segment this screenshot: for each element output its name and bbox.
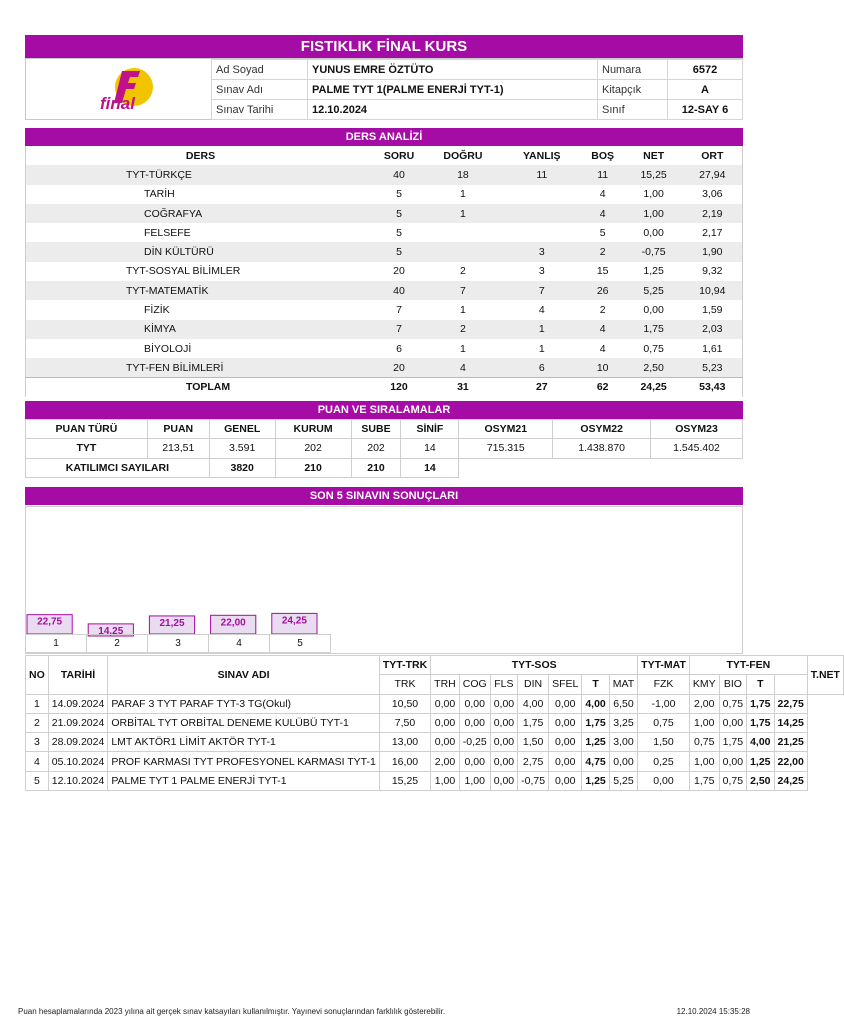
ders-row	[26, 262, 743, 281]
son5-value: 1,75	[518, 713, 549, 732]
kurum-value: 202	[275, 439, 351, 458]
son5-value: 0,00	[549, 771, 582, 790]
son5-tarih: 28.09.2024	[48, 733, 108, 752]
sinav-adi-value: PALME TYT 1(PALME ENERJİ TYT-1)	[308, 80, 598, 100]
col-sinif: SİNİF	[401, 420, 459, 439]
son5-value: 1,50	[638, 733, 690, 752]
son5-value: 4,00	[582, 694, 609, 713]
ders-cell-bos: 11	[581, 165, 625, 184]
subcol-kmy-9: KMY	[689, 675, 719, 694]
son5-sinav-adi: PALME TYT 1 PALME ENERJİ TYT-1	[108, 771, 380, 790]
son5-value: 0,00	[549, 694, 582, 713]
ders-cell-name: COĞRAFYA	[26, 204, 376, 223]
subcol-trk-0: TRK	[379, 675, 430, 694]
son5-value: 0,00	[490, 713, 517, 732]
ders-cell-yanlis: 1	[538, 342, 545, 355]
son5-value: 1,75	[719, 733, 746, 752]
ders-row	[26, 242, 743, 261]
ders-cell-name: TYT-SOSYAL BİLİMLER	[126, 265, 241, 278]
son5-value: -0,75	[518, 771, 549, 790]
ders-cell-net: 5,25	[625, 281, 683, 300]
son5-value: 1,75	[747, 694, 774, 713]
ders-row	[26, 281, 743, 300]
ders-row	[26, 358, 743, 377]
ders-cell-yanlis: 11	[503, 165, 581, 184]
son5-value: 1,00	[459, 771, 490, 790]
son5-sinav-adi: PARAF 3 TYT PARAF TYT-3 TG(Okul)	[108, 694, 380, 713]
col-net: NET	[643, 149, 665, 162]
puan-table	[25, 419, 743, 478]
chart-category-label: 1	[26, 635, 87, 653]
son5-tnet: 22,00	[774, 752, 807, 771]
son5-sinav-adi: LMT AKTÖR1 LİMİT AKTÖR TYT-1	[108, 733, 380, 752]
ders-cell-yanlis	[503, 185, 581, 204]
bar-value-label: 14,25	[98, 625, 124, 637]
subcol-fzk-8: FZK	[638, 675, 690, 694]
subcol-fls-3: FLS	[490, 675, 517, 694]
ders-cell-bos: 4	[581, 204, 625, 223]
chart-category-label: 3	[148, 635, 209, 653]
ders-cell-dogru	[423, 242, 503, 261]
col-genel: GENEL	[209, 420, 275, 439]
son5-value: 0,25	[638, 752, 690, 771]
ders-cell-bos: 4	[581, 320, 625, 339]
son5-value: 2,75	[518, 752, 549, 771]
ders-cell-ort: 27,94	[683, 165, 743, 184]
subcol-mat-7: MAT	[609, 675, 637, 694]
sinav-adi-label: Sınav Adı	[212, 80, 308, 100]
ders-analizi-header: DERS ANALİZİ	[25, 128, 743, 146]
son5-value: 0,00	[549, 752, 582, 771]
son5-value: 0,00	[431, 733, 460, 752]
son5-value: 16,00	[379, 752, 430, 771]
son5-no: 3	[26, 733, 49, 752]
son5-tarih: 14.09.2024	[48, 694, 108, 713]
ders-cell-dogru: 18	[423, 165, 503, 184]
son5-value: 6,50	[609, 694, 637, 713]
ders-cell-ort: 2,03	[683, 320, 743, 339]
bar	[272, 613, 317, 634]
ders-cell-name: TYT-FEN BİLİMLERİ	[26, 358, 376, 377]
ders-total-yanlis: 27	[503, 378, 581, 397]
son5-header: SON 5 SINAVIN SONUÇLARI	[25, 487, 743, 505]
footer-note: Puan hesaplamalarında 2023 yılına ait gerçek sınav katsayıları kullanılmıştır. Yayınevi sonuçlarından farklılık gösterebilir.	[18, 1007, 446, 1016]
ders-row	[26, 320, 743, 339]
son5-value: 0,00	[459, 713, 490, 732]
ders-cell-bos: 4	[599, 188, 606, 201]
ders-cell-dogru: 1	[459, 188, 466, 201]
ders-cell-net: 1,25	[643, 265, 664, 278]
kitapcik-label: Kitapçık	[598, 80, 668, 100]
ders-row	[26, 223, 743, 242]
son5-value: 0,75	[719, 771, 746, 790]
bar-value-label: 21,25	[159, 617, 185, 629]
ders-cell-yanlis: 7	[503, 281, 581, 300]
chart-category-label: 5	[270, 635, 331, 653]
ders-cell-yanlis: 1	[503, 320, 581, 339]
ders-cell-ort: 3,06	[702, 188, 723, 201]
son5-value: 13,00	[379, 733, 430, 752]
ders-cell-name: FELSEFE	[144, 226, 191, 239]
son5-no: 5	[26, 771, 49, 790]
son5-value: 0,00	[459, 752, 490, 771]
ders-cell-dogru	[423, 223, 503, 242]
chart-category-label: 2	[87, 635, 148, 653]
genel-value: 3.591	[209, 439, 275, 458]
son5-value: 2,50	[747, 771, 774, 790]
son5-value: 0,00	[490, 694, 517, 713]
ders-cell-dogru: 2	[459, 265, 466, 278]
ders-cell-bos: 5	[599, 226, 606, 239]
ders-cell-ort: 1,90	[683, 242, 743, 261]
son5-bar-chart	[25, 600, 345, 637]
subcol-cog-2: COG	[459, 675, 490, 694]
col-bos: BOŞ	[591, 149, 615, 162]
ders-cell-net: 1,00	[625, 204, 683, 223]
ders-cell-ort: 10,94	[683, 281, 743, 300]
col-dogru: DOĞRU	[443, 149, 483, 162]
bar-value-label: 24,25	[281, 615, 307, 627]
osym23-value: 1.545.402	[651, 439, 743, 458]
son5-no: 4	[26, 752, 49, 771]
ad-soyad-value: YUNUS EMRE ÖZTÜTO	[308, 60, 598, 80]
ders-cell-ort: 9,32	[702, 265, 723, 278]
puan-header: PUAN VE SIRALAMALAR	[25, 401, 743, 419]
col-group-trk: TYT-TRK	[379, 656, 430, 675]
son5-value: 7,50	[379, 713, 430, 732]
son5-value: 1,75	[747, 713, 774, 732]
ders-cell-soru: 20	[375, 358, 423, 377]
son5-value: 0,00	[490, 771, 517, 790]
ders-cell-bos: 4	[599, 342, 606, 355]
subcol-sfel-5: SFEL	[549, 675, 582, 694]
son5-tnet: 22,75	[774, 694, 807, 713]
son5-value: 1,25	[747, 752, 774, 771]
ders-cell-bos: 10	[581, 358, 625, 377]
ders-cell-ort: 2,19	[683, 204, 743, 223]
ders-total-net: 24,25	[625, 378, 683, 397]
ders-cell-net: 0,75	[643, 342, 664, 355]
son5-value: -0,25	[459, 733, 490, 752]
chart-category-axis	[25, 634, 331, 653]
son5-value: 0,00	[490, 733, 517, 752]
katilimci-sube: 210	[351, 458, 401, 477]
ders-cell-name: FİZİK	[144, 304, 170, 317]
subcol-din-4: DIN	[518, 675, 549, 694]
col-puan: PUAN	[147, 420, 209, 439]
col-soru: SORU	[383, 149, 415, 162]
ders-cell-dogru: 1	[423, 204, 503, 223]
ders-cell-net: 0,00	[643, 226, 664, 239]
ders-cell-name: BİYOLOJİ	[144, 342, 192, 355]
son5-value: 0,00	[431, 694, 460, 713]
son5-row	[26, 713, 844, 732]
son5-value: 2,00	[689, 694, 719, 713]
ders-cell-ort: 1,59	[702, 304, 723, 317]
katilimci-label: KATILIMCI SAYILARI	[26, 458, 210, 477]
ders-analizi-table	[25, 146, 743, 397]
son5-value: 1,00	[689, 713, 719, 732]
puan-value: 213,51	[147, 439, 209, 458]
ders-total-dogru: 31	[423, 378, 503, 397]
son5-value: 0,00	[490, 752, 517, 771]
col-group-fen: TYT-FEN	[689, 656, 807, 675]
sinav-tarihi-value: 12.10.2024	[308, 100, 598, 120]
son5-value: 1,00	[689, 752, 719, 771]
ders-cell-soru: 5	[396, 188, 402, 201]
son5-value: 0,00	[549, 713, 582, 732]
son5-no: 1	[26, 694, 49, 713]
ders-cell-yanlis	[503, 204, 581, 223]
katilimci-genel: 3820	[209, 458, 275, 477]
son5-row	[26, 733, 844, 752]
ders-total-row	[26, 378, 743, 397]
son5-value: 3,00	[609, 733, 637, 752]
sinif-value: 12-SAY 6	[668, 100, 743, 120]
col-puan-turu: PUAN TÜRÜ	[26, 420, 148, 439]
ders-cell-net: 1,75	[625, 320, 683, 339]
col-sube: SUBE	[351, 420, 401, 439]
son5-tarih: 21.09.2024	[48, 713, 108, 732]
ders-cell-ort: 1,61	[702, 342, 723, 355]
ders-cell-soru: 5	[375, 242, 423, 261]
ders-cell-bos: 15	[596, 265, 609, 278]
ders-cell-net: 15,25	[625, 165, 683, 184]
son5-value: 0,00	[549, 733, 582, 752]
son5-value: 0,75	[689, 733, 719, 752]
son5-value: 0,00	[719, 713, 746, 732]
son5-value: 4,75	[582, 752, 609, 771]
son5-row	[26, 771, 844, 790]
ders-cell-yanlis: 6	[503, 358, 581, 377]
bar	[27, 615, 72, 634]
son5-value: 1,25	[582, 771, 609, 790]
son5-value: 0,00	[459, 694, 490, 713]
ders-cell-ort: 5,23	[683, 358, 743, 377]
col-kurum: KURUM	[275, 420, 351, 439]
col-yanlis: YANLIŞ	[523, 149, 561, 162]
son5-value: 0,00	[719, 752, 746, 771]
col-ort: ORT	[701, 149, 724, 162]
osym21-value: 715.315	[459, 439, 553, 458]
col-tarih: TARİHİ	[48, 656, 108, 695]
subcol-trh-1: TRH	[431, 675, 460, 694]
ders-cell-ort: 2,17	[702, 226, 723, 239]
kitapcik-value: A	[668, 80, 743, 100]
ders-cell-soru: 7	[375, 320, 423, 339]
bar	[149, 616, 194, 634]
son5-sinav-adi: ORBİTAL TYT ORBİTAL DENEME KULÜBÜ TYT-1	[108, 713, 380, 732]
son5-no: 2	[26, 713, 49, 732]
logo-text: final	[100, 94, 135, 113]
son5-tnet: 21,25	[774, 733, 807, 752]
son5-value: 0,00	[638, 771, 690, 790]
son5-value: 1,75	[582, 713, 609, 732]
son5-value: 4,00	[518, 694, 549, 713]
col-osym23: OSYM23	[651, 420, 743, 439]
sinif-rank-value: 14	[401, 439, 459, 458]
ders-cell-dogru: 4	[423, 358, 503, 377]
ders-row	[26, 185, 743, 204]
ders-row	[26, 339, 743, 358]
col-no: NO	[26, 656, 49, 695]
subcol-t-6: T	[582, 675, 609, 694]
col-sinav-adi: SINAV ADI	[108, 656, 380, 695]
ders-cell-soru: 20	[393, 265, 405, 278]
subcol-t-11: T	[747, 675, 774, 694]
son5-value: 1,75	[689, 771, 719, 790]
ders-row	[26, 300, 743, 319]
ders-row	[26, 165, 743, 184]
ad-soyad-label: Ad Soyad	[212, 60, 308, 80]
son5-tarih: 12.10.2024	[48, 771, 108, 790]
ders-cell-name: DİN KÜLTÜRÜ	[26, 242, 376, 261]
katilimci-kurum: 210	[275, 458, 351, 477]
son5-value: 2,00	[431, 752, 460, 771]
son5-row	[26, 752, 844, 771]
col-group-sos: TYT-SOS	[431, 656, 638, 675]
col-osym21: OSYM21	[459, 420, 553, 439]
ders-total-soru: 120	[375, 378, 423, 397]
ders-cell-yanlis: 3	[538, 265, 545, 278]
katilimci-sinif: 14	[401, 458, 459, 477]
ders-cell-name: TYT-TÜRKÇE	[26, 165, 376, 184]
ders-cell-soru: 7	[396, 304, 402, 317]
ders-cell-net: 1,00	[643, 188, 664, 201]
bar-value-label: 22,00	[220, 617, 246, 629]
son5-row	[26, 694, 844, 713]
son5-value: 1,50	[518, 733, 549, 752]
son5-value: -1,00	[638, 694, 690, 713]
student-info-panel	[25, 58, 743, 120]
ders-total-name: TOPLAM	[26, 378, 376, 397]
numara-value: 6572	[668, 60, 743, 80]
ders-cell-soru: 6	[396, 342, 402, 355]
son5-tnet: 24,25	[774, 771, 807, 790]
footer-timestamp: 12.10.2024 15:35:28	[676, 1007, 750, 1016]
puan-turu-value: TYT	[26, 439, 148, 458]
son5-value: 4,00	[747, 733, 774, 752]
ders-cell-bos: 2	[599, 304, 606, 317]
son5-table	[25, 655, 844, 791]
ders-cell-soru: 40	[375, 165, 423, 184]
bar-value-label: 22,75	[37, 616, 63, 628]
son5-value: 0,00	[609, 752, 637, 771]
son5-value: 3,25	[609, 713, 637, 732]
ders-cell-net: 0,00	[643, 304, 664, 317]
son5-value: 1,25	[582, 733, 609, 752]
ders-cell-name: TYT-MATEMATİK	[26, 281, 376, 300]
osym22-value: 1.438.870	[553, 439, 651, 458]
ders-cell-dogru: 7	[423, 281, 503, 300]
ders-cell-net: 2,50	[625, 358, 683, 377]
sube-value: 202	[351, 439, 401, 458]
son5-value: 0,75	[638, 713, 690, 732]
son5-value: 0,75	[719, 694, 746, 713]
son5-sinav-adi: PROF KARMASI TYT PROFESYONEL KARMASI TYT-1	[108, 752, 380, 771]
son5-tarih: 05.10.2024	[48, 752, 108, 771]
ders-cell-yanlis	[503, 223, 581, 242]
ders-cell-yanlis: 3	[503, 242, 581, 261]
col-ders: DERS	[185, 149, 216, 162]
ders-cell-yanlis: 4	[538, 304, 545, 317]
ders-cell-soru: 5	[396, 226, 402, 239]
son5-tnet: 14,25	[774, 713, 807, 732]
ders-cell-name: TARİH	[144, 188, 175, 201]
numara-label: Numara	[598, 60, 668, 80]
student-info-table	[211, 59, 743, 120]
son5-value: 1,00	[431, 771, 460, 790]
ders-cell-dogru: 2	[423, 320, 503, 339]
son5-value: 10,50	[379, 694, 430, 713]
son5-value: 5,25	[609, 771, 637, 790]
sinav-tarihi-label: Sınav Tarihi	[212, 100, 308, 120]
ders-cell-dogru: 1	[459, 342, 466, 355]
final-logo	[94, 65, 172, 113]
col-tnet: T.NET	[807, 656, 843, 695]
chart-category-label: 4	[209, 635, 270, 653]
son5-value: 0,00	[431, 713, 460, 732]
ders-cell-name: KİMYA	[26, 320, 376, 339]
ders-cell-soru: 40	[375, 281, 423, 300]
bar	[211, 615, 256, 634]
ders-cell-bos: 2	[581, 242, 625, 261]
report-title: FISTIKLIK FİNAL KURS	[25, 35, 743, 58]
ders-total-ort: 53,43	[683, 378, 743, 397]
subcol-bio-10: BIO	[719, 675, 746, 694]
son5-value: 15,25	[379, 771, 430, 790]
ders-cell-soru: 5	[375, 204, 423, 223]
ders-cell-net: -0,75	[625, 242, 683, 261]
col-osym22: OSYM22	[553, 420, 651, 439]
sinif-label: Sınıf	[598, 100, 668, 120]
ders-cell-bos: 26	[581, 281, 625, 300]
ders-row	[26, 204, 743, 223]
ders-total-bos: 62	[581, 378, 625, 397]
col-group-mat: TYT-MAT	[638, 656, 690, 675]
ders-cell-dogru: 1	[459, 304, 466, 317]
